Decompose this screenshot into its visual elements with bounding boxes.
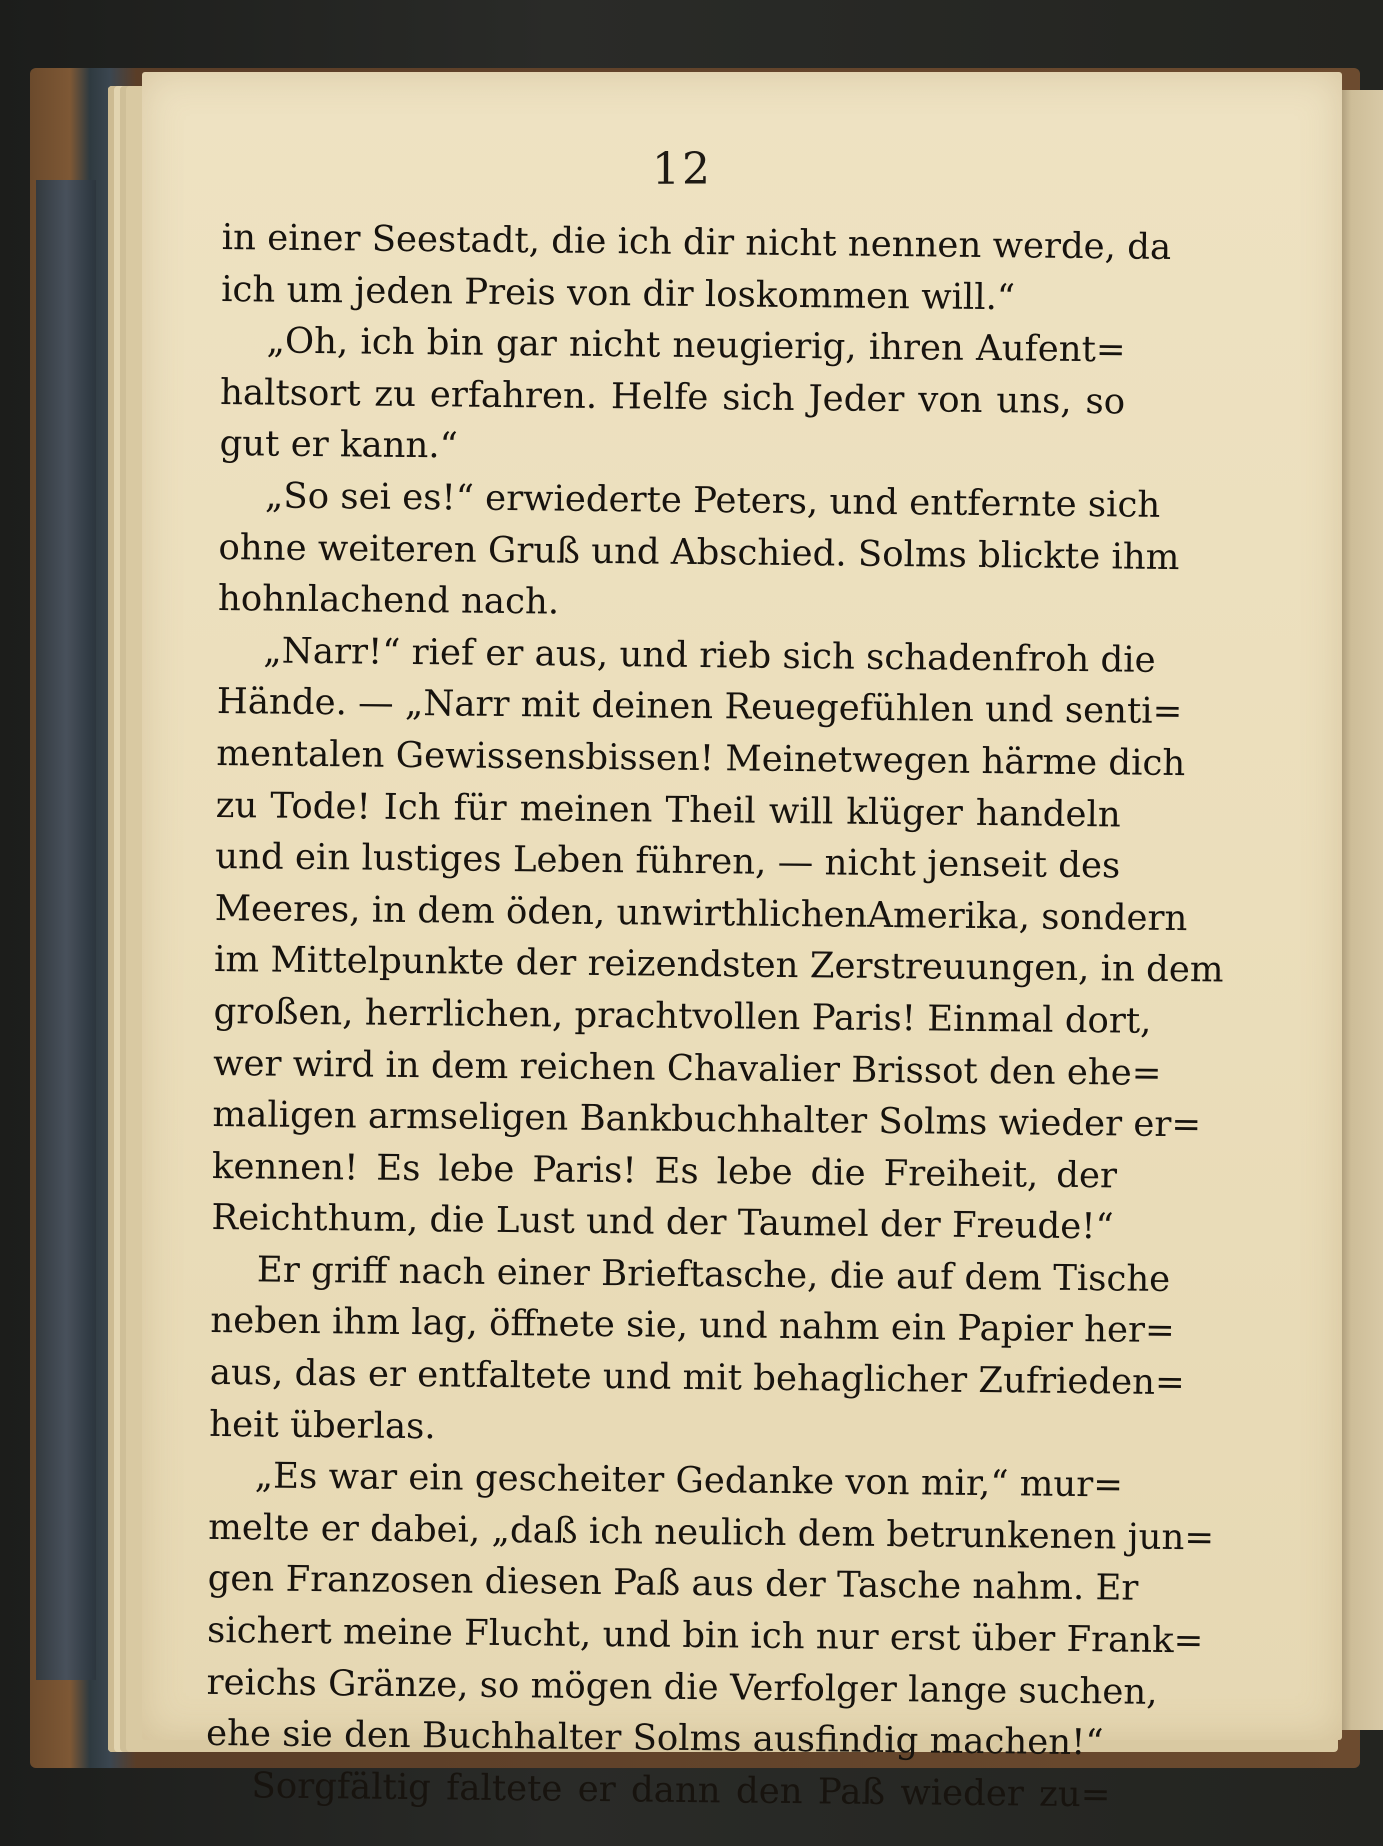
page-text — [205, 212, 1224, 1821]
page-number: 12 — [652, 144, 712, 195]
text-line: großen, herrlichen, prachtvollen Paris! Einmal dort, — [213, 990, 1152, 1042]
text-line: gut er kann.“ — [219, 423, 459, 467]
text-line: maligen armseligen Bankbuchhalter Solms wieder er= — [212, 1094, 1202, 1146]
text-line: zu Tode! Ich für meinen Theil will klüger handeln — [215, 784, 1121, 835]
text-line: in einer Seestadt, die ich dir nicht nennen werde, da — [221, 216, 1172, 268]
text-line: reichs Gränze, so mögen die Verfolger lange suchen, — [206, 1661, 1158, 1713]
text-line: im Mittelpunkte der reizendsten Zerstreuungen, in dem — [213, 939, 1224, 991]
text-line: Meeres, in dem öden, unwirthlichenAmerika, sondern — [214, 887, 1188, 939]
text-line: gen Franzosen diesen Paß aus der Tasche nahm. Er — [207, 1558, 1139, 1610]
text-line: hohnlachend nach. — [217, 578, 560, 623]
text-line: Reichthum, die Lust und der Taumel der Freude!“ — [211, 1197, 1114, 1248]
text-line: heit überlas. — [209, 1403, 436, 1447]
text-line: melte er dabei, „daß ich neulich dem betrunkenen jun= — [208, 1506, 1215, 1559]
text-line: ehe sie den Buchhalter Solms ausfindig machen!“ — [205, 1713, 1104, 1764]
text-line: Er griff nach einer Brieftasche, die auf dem Tische — [256, 1249, 1171, 1300]
text-line: kennen! Es lebe Paris! Es lebe die Freiheit, der — [211, 1145, 1118, 1197]
text-line: mentalen Gewissensbissen! Meinetwegen härme dich — [216, 732, 1186, 785]
book-page — [142, 72, 1342, 1816]
text-line: und ein lustiges Leben führen, — nicht jenseit des — [215, 836, 1121, 887]
text-line: „So sei es!“ erwiederte Peters, und entfernte sich — [264, 475, 1161, 526]
text-line: wer wird in dem reichen Chavalier Brissot den ehe= — [212, 1042, 1162, 1094]
text-line: aus, das er entfaltete und mit behaglicher Zufrieden= — [209, 1352, 1185, 1404]
text-line: „Oh, ich bin gar nicht neugierig, ihren Aufent= — [266, 320, 1126, 371]
text-line: „Narr!“ rief er aus, und rieb sich schadenfroh die — [263, 630, 1156, 681]
text-line: neben ihm lag, öffnete sie, und nahm ein Papier her= — [210, 1300, 1175, 1352]
text-line: Hände. — „Narr mit deinen Reuegefühlen und senti= — [216, 681, 1183, 733]
text-line: haltsort zu erfahren. Helfe sich Jeder von uns, so — [219, 371, 1126, 423]
text-line: „Es war ein gescheiter Gedanke von mir,“ mur= — [254, 1455, 1124, 1506]
text-line: ohne weiteren Gruß und Abschied. Solms blickte ihm — [218, 526, 1180, 578]
text-line: Sorgfältig faltete er dann den Paß wieder zu= — [251, 1765, 1111, 1816]
text-line: sichert meine Flucht, und bin ich nur erst über Frank= — [206, 1609, 1204, 1662]
text-line: ich um jeden Preis von dir loskommen will.“ — [220, 268, 1016, 318]
cover-spine-strip — [36, 180, 96, 1680]
